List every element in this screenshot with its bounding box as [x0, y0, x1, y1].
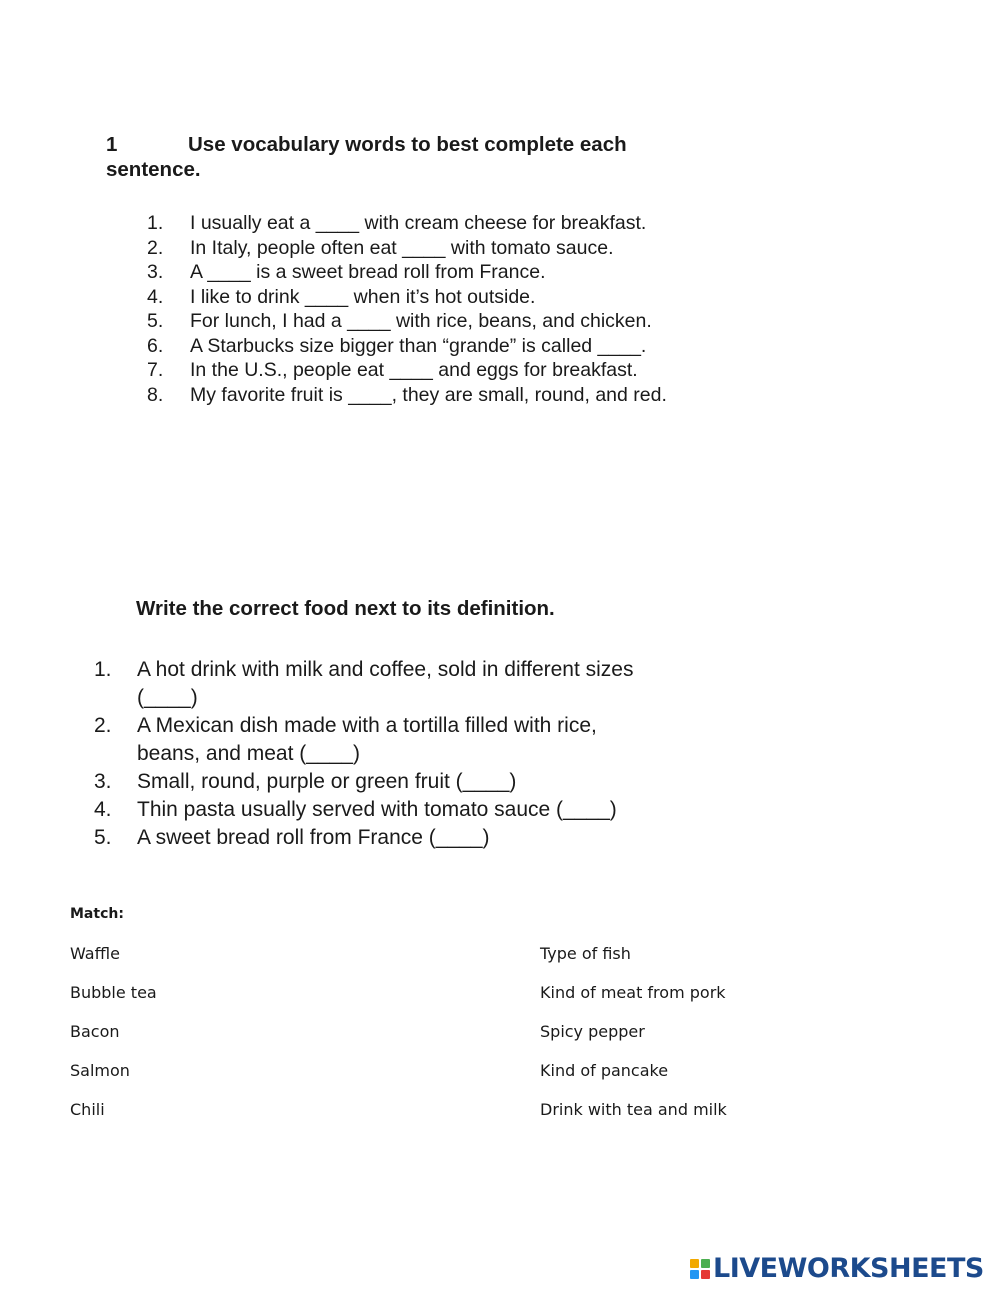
match-heading: Match: — [70, 906, 124, 922]
match-left-item: Waffle — [70, 944, 120, 963]
item-text: In the U.S., people eat ____ and eggs for breakfast. — [190, 359, 638, 381]
item-number: 3. — [94, 770, 112, 793]
item-number: 5. — [147, 310, 164, 332]
item-text: I usually eat a ____ with cream cheese for breakfast. — [190, 212, 647, 234]
item-number: 1. — [94, 658, 112, 681]
item-text: A hot drink with milk and coffee, sold in different sizes (____) — [137, 658, 634, 709]
item-text: My favorite fruit is ____, they are small, round, and red. — [190, 383, 667, 406]
match-right-column — [540, 943, 727, 1138]
item-number: 7. — [147, 359, 164, 381]
match-left-column — [70, 943, 157, 1138]
item-number: 3. — [147, 261, 164, 283]
section1-number: 1 — [106, 133, 118, 156]
match-left-item: Bubble tea — [70, 983, 157, 1002]
list-item — [147, 285, 687, 310]
item-number: 5. — [94, 826, 112, 849]
item-text: Small, round, purple or green fruit (____) — [137, 770, 517, 793]
list-item — [147, 211, 687, 236]
match-right-item: Spicy pepper — [540, 1022, 645, 1041]
match-left-item: Chili — [70, 1100, 105, 1119]
logo-block — [690, 1270, 699, 1279]
list-item — [94, 712, 634, 768]
section1-title: Use vocabulary words to best complete each sentence. — [106, 133, 627, 181]
logo-blocks-icon — [690, 1259, 710, 1279]
item-text: A Starbucks size bigger than “grande” is called ____. — [190, 334, 647, 357]
list-item — [147, 309, 687, 334]
match-left-item: Bacon — [70, 1022, 120, 1041]
item-number: 1. — [147, 212, 164, 234]
item-number: 2. — [94, 714, 112, 737]
list-item — [147, 236, 687, 261]
section2-definition-list — [94, 656, 634, 852]
section2-title: Write the correct food next to its definition. — [136, 597, 555, 620]
match-left-item: Salmon — [70, 1061, 130, 1080]
list-item — [147, 383, 687, 408]
section1-heading — [106, 132, 666, 182]
item-number: 4. — [94, 798, 112, 821]
logo-text: LIVEWORKSHEETS — [713, 1253, 984, 1284]
list-item — [94, 656, 634, 712]
match-right-item: Kind of meat from pork — [540, 983, 726, 1002]
item-number: 8. — [147, 383, 164, 406]
item-text: In Italy, people often eat ____ with tomato sauce. — [190, 236, 614, 259]
item-text: A ____ is a sweet bread roll from France. — [190, 261, 546, 283]
item-text: Thin pasta usually served with tomato sauce (____) — [137, 798, 617, 821]
item-text: I like to drink ____ when it’s hot outside. — [190, 285, 536, 308]
logo-block — [690, 1259, 699, 1268]
item-number: 2. — [147, 236, 164, 259]
logo-block — [701, 1259, 710, 1268]
section1-sentence-list — [147, 211, 687, 407]
match-right-item: Drink with tea and milk — [540, 1100, 727, 1119]
list-item — [94, 824, 634, 852]
logo-block — [701, 1270, 710, 1279]
list-item — [147, 358, 687, 383]
match-right-item: Type of fish — [540, 944, 631, 963]
list-item — [94, 796, 634, 824]
item-text: A Mexican dish made with a tortilla filled with rice, beans, and meat (____) — [137, 714, 597, 765]
list-item — [147, 334, 687, 359]
list-item — [147, 260, 687, 285]
list-item — [94, 768, 634, 796]
item-text: A sweet bread roll from France (____) — [137, 826, 490, 849]
liveworksheets-logo — [690, 1253, 984, 1284]
item-text: For lunch, I had a ____ with rice, beans, and chicken. — [190, 310, 652, 332]
item-number: 4. — [147, 285, 164, 308]
match-right-item: Kind of pancake — [540, 1061, 669, 1080]
item-number: 6. — [147, 334, 164, 357]
